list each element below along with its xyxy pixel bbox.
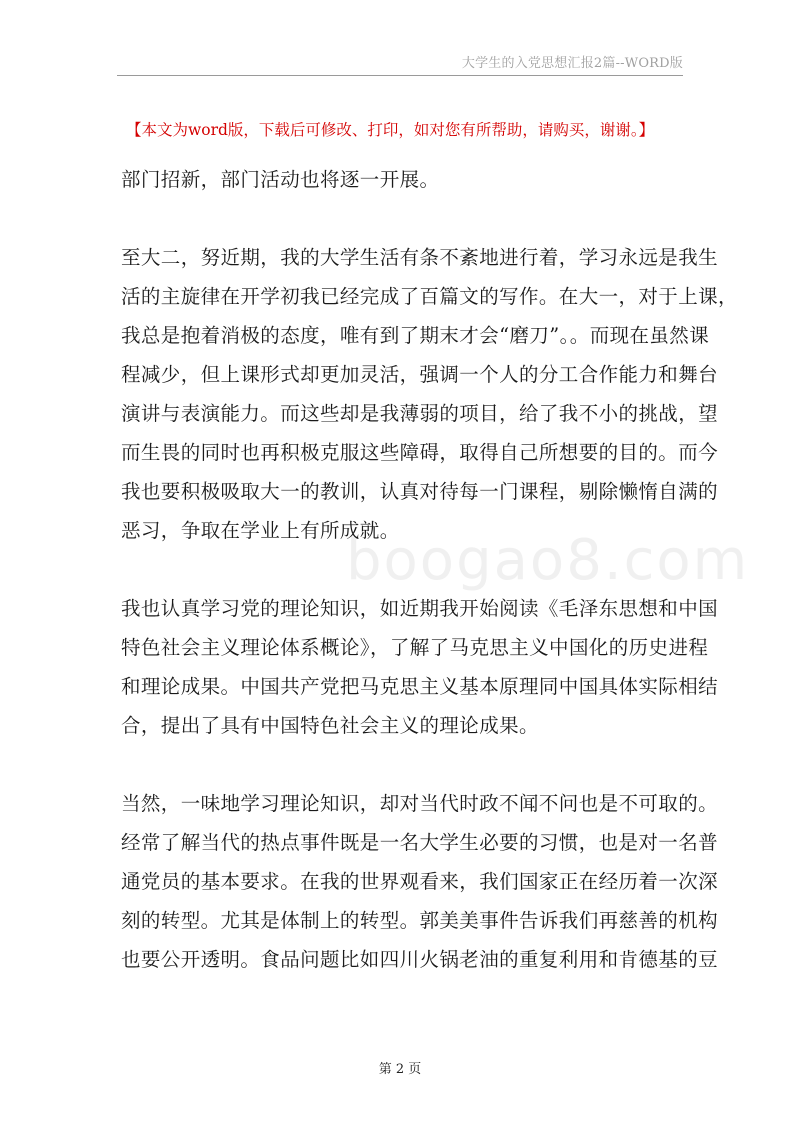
paragraph-line: 经常了解当代的热点事件既是一名大学生必要的习惯，也是对一名普 [121,831,719,854]
paragraph-line: 至大二，努近期，我的大学生活有条不紊地进行着，学习永远是我生 [121,246,719,269]
paragraph-3 [121,589,719,745]
page-header [0,0,800,80]
paragraph-line: 我也要积极吸取大一的教训，认真对待每一门课程，剔除懒惰自满的 [121,480,719,503]
watermark-logo: boogao8.com [346,528,750,593]
paragraph-line: 活的主旋律在开学初我已经完成了百篇文的写作。在大一，对于上课， [121,285,738,308]
paragraph-line: 合，提出了具有中国特色社会主义的理论成果。 [121,714,539,737]
header-title: 大学生的入党思想汇报2篇--WORD版 [461,56,683,71]
paragraph-line: 当然，一味地学习理论知识，却对当代时政不闻不问也是不可取的。 [121,792,719,815]
paragraph-line: 恶习，争取在学业上有所成就。 [121,519,400,542]
paragraph-1 [121,160,685,199]
paragraph-line: 而生畏的同时也再积极克服这些障碍，取得自己所想要的目的。而今 [121,441,719,464]
paragraph-2 [121,238,738,550]
paragraph-line: 刻的转型。尤其是体制上的转型。郭美美事件告诉我们再慈善的机构 [121,909,719,932]
paragraph-line: 程减少，但上课形式却更加灵活，强调一个人的分工合作能力和舞台 [121,363,719,386]
download-notice: 【本文为word版，下载后可修改、打印，如对您有所帮助，请购买，谢谢。】 [126,121,655,139]
paragraph-line: 通党员的基本要求。在我的世界观看来，我们国家正在经历着一次深 [121,870,719,893]
document-body [121,160,738,979]
page-number: 第 2 页 [378,1062,422,1077]
header-divider [117,75,683,76]
paragraph-4 [121,784,719,979]
paragraph-line: 部门招新，部门活动也将逐一开展。 [121,168,440,191]
paragraph-line: 我也认真学习党的理论知识，如近期我开始阅读《毛泽东思想和中国 [121,597,719,620]
paragraph-line: 我总是抱着消极的态度，唯有到了期末才会“磨刀”。。而现在虽然课 [121,324,710,347]
paragraph-line: 特色社会主义理论体系概论》，了解了马克思主义中国化的历史进程 [121,636,709,659]
paragraph-line: 也要公开透明。食品问题比如四川火锅老油的重复利用和肯德基的豆 [121,948,719,971]
paragraph-line: 和理论成果。中国共产党把马克思主义基本原理同中国具体实际相结 [121,675,719,698]
paragraph-line: 演讲与表演能力。而这些却是我薄弱的项目，给了我不小的挑战，望 [121,402,719,425]
